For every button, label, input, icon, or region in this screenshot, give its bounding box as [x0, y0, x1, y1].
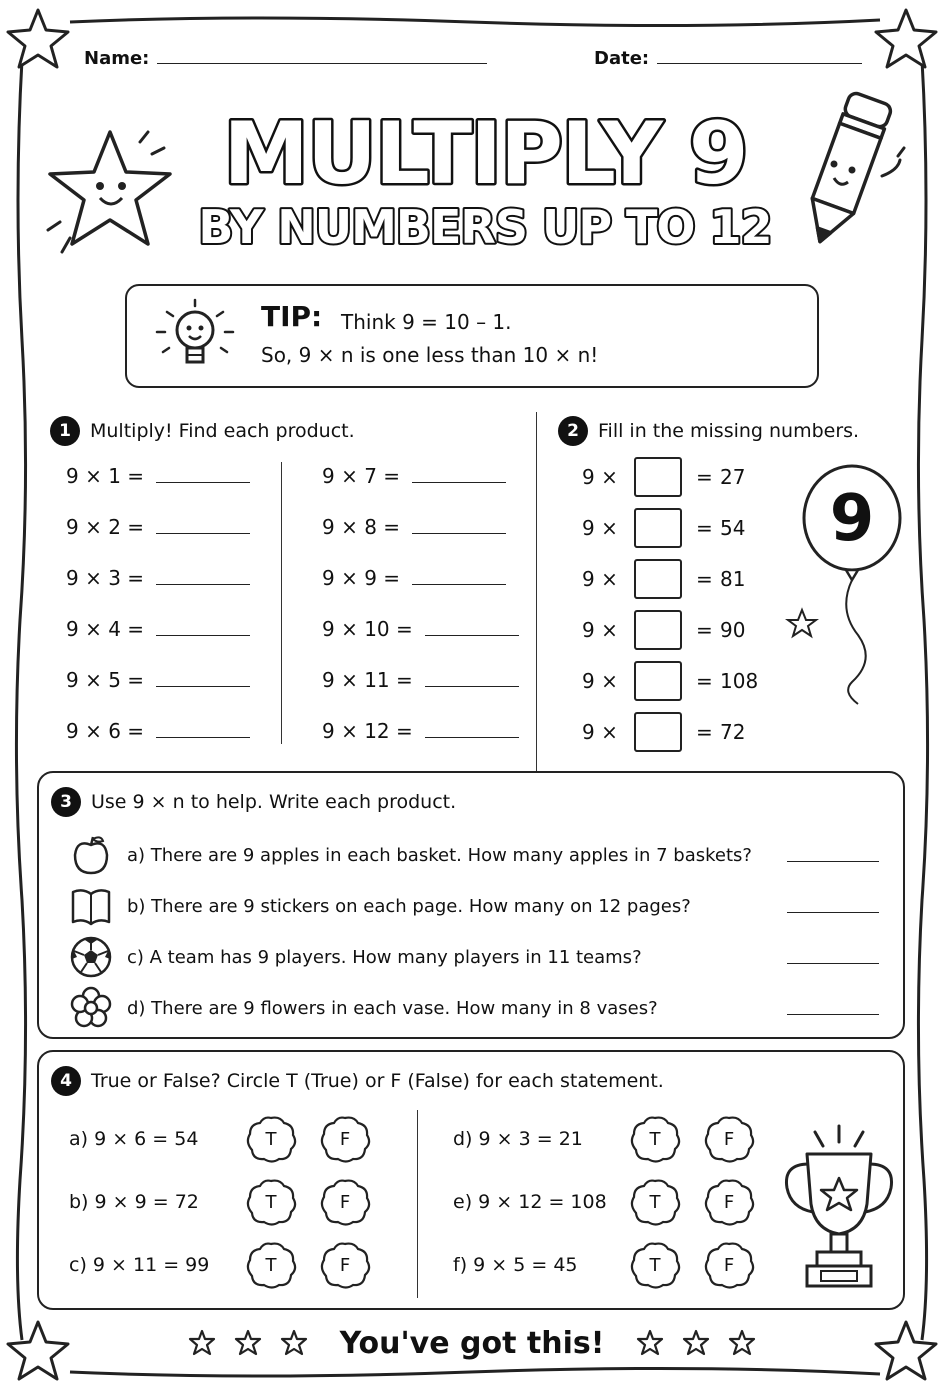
false-option[interactable]: F	[318, 1114, 372, 1164]
answer-blank[interactable]	[412, 518, 506, 534]
name-label: Name:	[84, 48, 150, 69]
missing-number-row: 9 × = 81	[582, 559, 745, 599]
missing-number-box[interactable]	[634, 712, 682, 752]
true-option[interactable]: T	[628, 1177, 682, 1227]
missing-number-box[interactable]	[634, 508, 682, 548]
section4-number: 4	[51, 1066, 81, 1096]
name-blank[interactable]	[157, 50, 487, 64]
missing-number-row: 9 × = 72	[582, 712, 745, 752]
multiply-problem[interactable]: 9 × 5 =	[66, 668, 250, 692]
answer-blank[interactable]	[156, 518, 250, 534]
multiply-problem[interactable]: 9 × 3 =	[66, 566, 250, 590]
false-option[interactable]: F	[702, 1177, 756, 1227]
false-option[interactable]: F	[318, 1177, 372, 1227]
multiply-problem[interactable]: 9 × 9 =	[322, 566, 506, 590]
answer-blank[interactable]	[156, 569, 250, 585]
star-icon	[188, 1329, 216, 1357]
footer	[0, 1318, 944, 1368]
section1-number: 1	[50, 416, 80, 446]
tip-text-line2: So, 9 × n is one less than 10 × n!	[261, 343, 599, 367]
pencil-character-icon	[786, 86, 916, 256]
smiling-star-icon	[40, 122, 180, 262]
true-option[interactable]: T	[244, 1177, 298, 1227]
answer-blank[interactable]	[156, 467, 250, 483]
star-icon	[728, 1329, 756, 1357]
true-option[interactable]: T	[244, 1240, 298, 1290]
true-option[interactable]: T	[628, 1114, 682, 1164]
section1-instruction: Multiply! Find each product.	[90, 420, 355, 442]
missing-number-row: 9 × = 108	[582, 661, 758, 701]
tip-label: TIP:	[261, 300, 323, 333]
true-false-row: d) 9 × 3 = 21 T F	[453, 1114, 776, 1164]
flower-icon	[69, 986, 113, 1030]
column-divider	[281, 462, 282, 744]
false-option[interactable]: F	[702, 1240, 756, 1290]
answer-blank[interactable]	[425, 620, 519, 636]
multiply-problem[interactable]: 9 × 6 =	[66, 719, 250, 743]
false-option[interactable]: F	[702, 1114, 756, 1164]
true-false-row: e) 9 × 12 = 108 T F	[453, 1177, 776, 1227]
true-option[interactable]: T	[628, 1240, 682, 1290]
missing-number-box[interactable]	[634, 559, 682, 599]
true-false-row: f) 9 × 5 = 45 T F	[453, 1240, 776, 1290]
answer-blank[interactable]	[156, 671, 250, 687]
section4-box	[37, 1050, 905, 1310]
title-line2: BY NUMBERS UP TO 12	[198, 200, 772, 254]
section3-number: 3	[51, 787, 81, 817]
multiply-problem[interactable]: 9 × 2 =	[66, 515, 250, 539]
date-label: Date:	[594, 48, 650, 69]
word-problem: c) A team has 9 players. How many players in 11 teams?	[69, 935, 879, 979]
word-problem: a) There are 9 apples in each basket. How many apples in 7 baskets?	[69, 833, 879, 877]
section4-header	[51, 1066, 664, 1096]
section4-instruction: True or False? Circle T (True) or F (False) for each statement.	[91, 1070, 664, 1092]
missing-number-row: 9 × = 27	[582, 457, 745, 497]
true-false-row: b) 9 × 9 = 72 T F	[69, 1177, 392, 1227]
multiply-problem[interactable]: 9 × 8 =	[322, 515, 506, 539]
missing-number-row: 9 × = 90	[582, 610, 745, 650]
balloon-icon	[780, 460, 920, 710]
multiply-problem[interactable]: 9 × 4 =	[66, 617, 250, 641]
multiply-problem[interactable]: 9 × 7 =	[322, 464, 506, 488]
answer-blank[interactable]	[787, 899, 879, 913]
true-false-row: c) 9 × 11 = 99 T F	[69, 1240, 392, 1290]
section3-instruction: Use 9 × n to help. Write each product.	[91, 791, 457, 813]
multiply-problem[interactable]: 9 × 10 =	[322, 617, 519, 641]
section2-number: 2	[558, 416, 588, 446]
word-problem: d) There are 9 flowers in each vase. How many in 8 vases?	[69, 986, 879, 1030]
apple-icon	[69, 833, 113, 877]
title	[190, 88, 780, 258]
title-line1: MULTIPLY 9	[223, 104, 747, 204]
soccer-ball-icon	[69, 935, 113, 979]
answer-blank[interactable]	[412, 467, 506, 483]
multiply-problem[interactable]: 9 × 12 =	[322, 719, 519, 743]
star-icon	[682, 1329, 710, 1357]
multiply-problem[interactable]: 9 × 11 =	[322, 668, 519, 692]
word-problem: b) There are 9 stickers on each page. How many on 12 pages?	[69, 884, 879, 928]
multiply-problem[interactable]: 9 × 1 =	[66, 464, 250, 488]
tip-text-line1: Think 9 = 10 – 1.	[341, 310, 512, 334]
name-field[interactable]	[84, 48, 487, 69]
footer-message: You've got this!	[339, 1325, 605, 1361]
false-option[interactable]: F	[318, 1240, 372, 1290]
star-icon	[280, 1329, 308, 1357]
column-divider	[417, 1110, 418, 1298]
answer-blank[interactable]	[787, 950, 879, 964]
date-field[interactable]	[594, 48, 862, 69]
tip-box	[125, 284, 819, 388]
trophy-icon	[777, 1112, 901, 1292]
answer-blank[interactable]	[156, 620, 250, 636]
section1-header	[50, 416, 355, 446]
section2-instruction: Fill in the missing numbers.	[598, 420, 860, 442]
section-divider	[536, 412, 537, 772]
star-icon	[234, 1329, 262, 1357]
star-icon	[636, 1329, 664, 1357]
true-false-row: a) 9 × 6 = 54 T F	[69, 1114, 392, 1164]
answer-blank[interactable]	[787, 848, 879, 862]
answer-blank[interactable]	[156, 722, 250, 738]
lightbulb-icon	[153, 296, 237, 380]
answer-blank[interactable]	[787, 1001, 879, 1015]
section3-box	[37, 771, 905, 1039]
missing-number-row: 9 × = 54	[582, 508, 745, 548]
missing-number-box[interactable]	[634, 457, 682, 497]
answer-blank[interactable]	[412, 569, 506, 585]
answer-blank[interactable]	[425, 671, 519, 687]
balloon-number: 9	[829, 482, 875, 556]
true-option[interactable]: T	[244, 1114, 298, 1164]
section2-header	[558, 416, 859, 446]
missing-number-box[interactable]	[634, 661, 682, 701]
missing-number-box[interactable]	[634, 610, 682, 650]
book-icon	[69, 884, 113, 928]
section3-header	[51, 787, 456, 817]
answer-blank[interactable]	[425, 722, 519, 738]
date-blank[interactable]	[657, 50, 862, 64]
